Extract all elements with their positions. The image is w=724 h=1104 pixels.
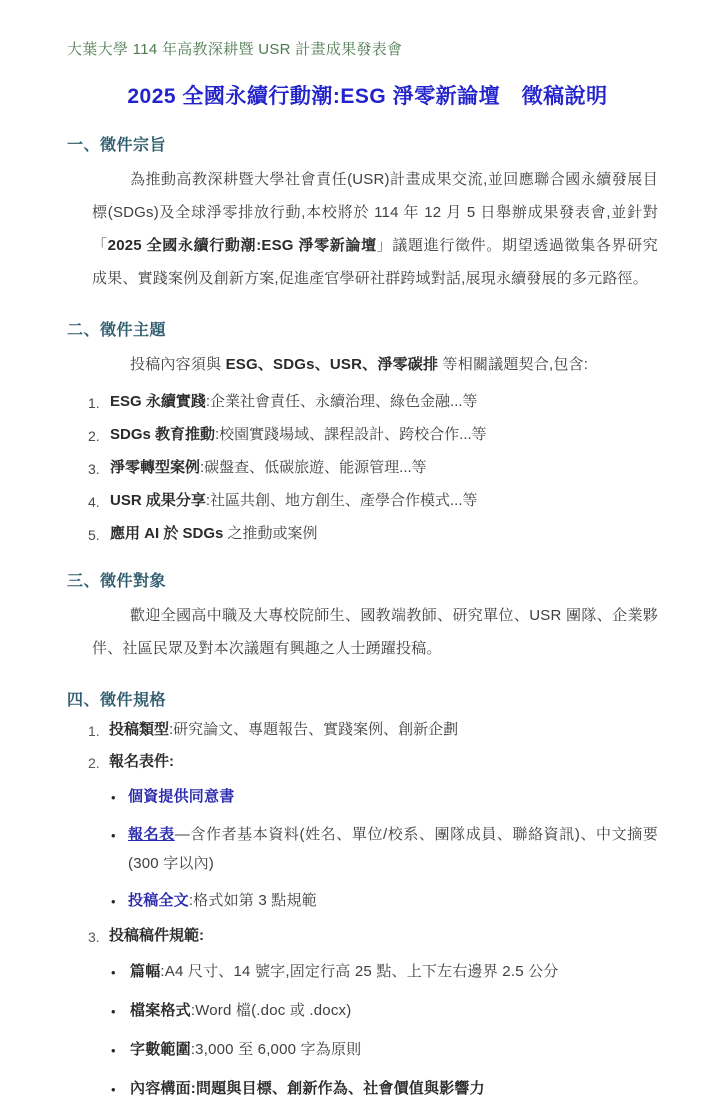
list-number: 2. (88, 755, 100, 771)
topic-detail: :碳盤查、低碳旅遊、能源管理...等 (200, 459, 427, 476)
form-bullet-fulltext (111, 886, 668, 916)
section-1-paragraph (92, 163, 658, 295)
section-4-heading: 四、徵件規格 (67, 692, 167, 709)
bullet-icon: • (111, 1082, 116, 1097)
bullet-text (130, 1074, 660, 1104)
list-number: 4. (88, 494, 100, 510)
spec-label: 報名表件: (109, 753, 174, 770)
bullet-text (130, 1035, 660, 1065)
format-bullet-size (111, 957, 668, 987)
topic-label: 淨零轉型案例 (110, 459, 201, 476)
list-text (110, 424, 487, 447)
topic-item-4 (88, 490, 668, 513)
spec-detail: :研究論文、專題報告、實踐案例、創新企劃 (169, 721, 459, 738)
format-bullet-structure (111, 1074, 668, 1104)
bullet-icon: • (111, 1004, 116, 1019)
bullet-detail: —含作者基本資料(姓名、單位/校系、團隊成員、聯絡資訊)、中文摘要(300 字以內) (128, 826, 658, 872)
bullet-icon: • (111, 790, 116, 805)
text-run: 為推動高教深耕暨大學社會責任(USR)計畫成果交流,並回應聯合國永續發展目標(SDGs)及全球淨零排放行動,本校將於 114 年 12 月 5 日舉辦成果發表會,並針對「 (92, 171, 658, 254)
form-bullet-registration (111, 820, 668, 878)
topic-label: USR 成果分享 (110, 492, 206, 509)
section-1-heading: 一、徵件宗旨 (67, 137, 167, 154)
text-run: 」議題進行徵件。期望透過徵集各界研究成果、實踐案例及創新方案,促進產官學研社群跨域對話,展現永續發展的多元路徑。 (92, 237, 659, 287)
topic-item-2 (88, 424, 668, 447)
list-text (110, 523, 318, 546)
section-2-intro (92, 348, 658, 381)
form-bullet-consent (111, 782, 668, 812)
list-text (110, 391, 478, 414)
list-number: 3. (88, 461, 100, 477)
topic-item-3 (88, 457, 668, 480)
bullet-text (128, 820, 658, 878)
format-label: 內容構面:問題與目標、創新作為、社會價值與影響力 (130, 1080, 485, 1097)
topic-item-5 (88, 523, 668, 546)
topic-item-1 (88, 391, 668, 414)
section-3-paragraph: 歡迎全國高中職及大專校院師生、國教端教師、研究單位、USR 團隊、企業夥伴、社區民眾及對本次議題有興趣之人士踴躍投稿。 (92, 607, 658, 657)
topic-detail: 之推動或案例 (223, 525, 318, 542)
topic-label: ESG 永續實踐 (110, 393, 206, 410)
registration-form-link[interactable]: 報名表 (128, 826, 175, 843)
text-run-bold: ESG、SDGs、USR、淨零碳排 (225, 356, 439, 373)
text-run: 投稿內容須與 (130, 356, 226, 373)
list-number: 1. (88, 395, 100, 411)
format-detail: :Word 檔(.doc 或 .docx) (190, 1002, 352, 1019)
bullet-text (130, 957, 660, 987)
list-text (110, 490, 478, 513)
section-3-heading: 三、徵件對象 (67, 573, 167, 590)
bullet-detail: :格式如第 3 點規範 (188, 892, 317, 909)
list-text (109, 719, 458, 742)
list-text (110, 457, 427, 480)
topic-detail: :社區共創、地方創生、產學合作模式...等 (205, 492, 478, 509)
bullet-icon: • (111, 828, 116, 843)
format-detail: :A4 尺寸、14 號字,固定行高 25 點、上下左右邊界 2.5 公分 (160, 963, 559, 980)
doc-header: 大葉大學 114 年高教深耕暨 USR 計畫成果發表會 (67, 41, 403, 58)
list-number: 2. (88, 428, 100, 444)
spec-item-1 (88, 719, 668, 742)
bullet-icon: • (111, 965, 116, 980)
spec-item-2 (88, 751, 668, 774)
bullet-icon: • (111, 894, 116, 909)
topic-label: 應用 AI 於 SDGs (110, 525, 224, 542)
topic-detail: :企業社會責任、永續治理、綠色金融...等 (205, 393, 478, 410)
format-bullet-filetype (111, 996, 668, 1026)
topic-label: SDGs 教育推動 (110, 426, 216, 443)
format-label: 字數範圍 (130, 1041, 191, 1058)
bullet-text (128, 886, 658, 916)
topic-detail: :校園實踐場域、課程設計、跨校合作...等 (215, 426, 487, 443)
text-run: 等相關議題契合,包含: (438, 356, 589, 373)
format-label: 篇幅 (130, 963, 161, 980)
spec-item-3 (88, 925, 668, 948)
section-2-heading: 二、徵件主題 (67, 322, 167, 339)
consent-form-link[interactable]: 個資提供同意書 (128, 788, 235, 805)
format-detail: :3,000 至 6,000 字為原則 (190, 1041, 362, 1058)
spec-label: 投稿類型 (109, 721, 170, 738)
list-number: 5. (88, 527, 100, 543)
bullet-icon: • (111, 1043, 116, 1058)
fulltext-link[interactable]: 投稿全文 (128, 892, 189, 909)
format-label: 檔案格式 (130, 1002, 191, 1019)
bullet-text (128, 782, 658, 812)
text-run-bold: 2025 全國永續行動潮:ESG 淨零新論壇 (107, 237, 377, 254)
list-number: 3. (88, 929, 100, 945)
list-number: 1. (88, 723, 100, 739)
spec-label: 投稿稿件規範: (109, 927, 204, 944)
format-bullet-wordcount (111, 1035, 668, 1065)
page-title: 2025 全國永續行動潮:ESG 淨零新論壇 徵稿說明 (127, 85, 608, 108)
bullet-text (130, 996, 660, 1026)
